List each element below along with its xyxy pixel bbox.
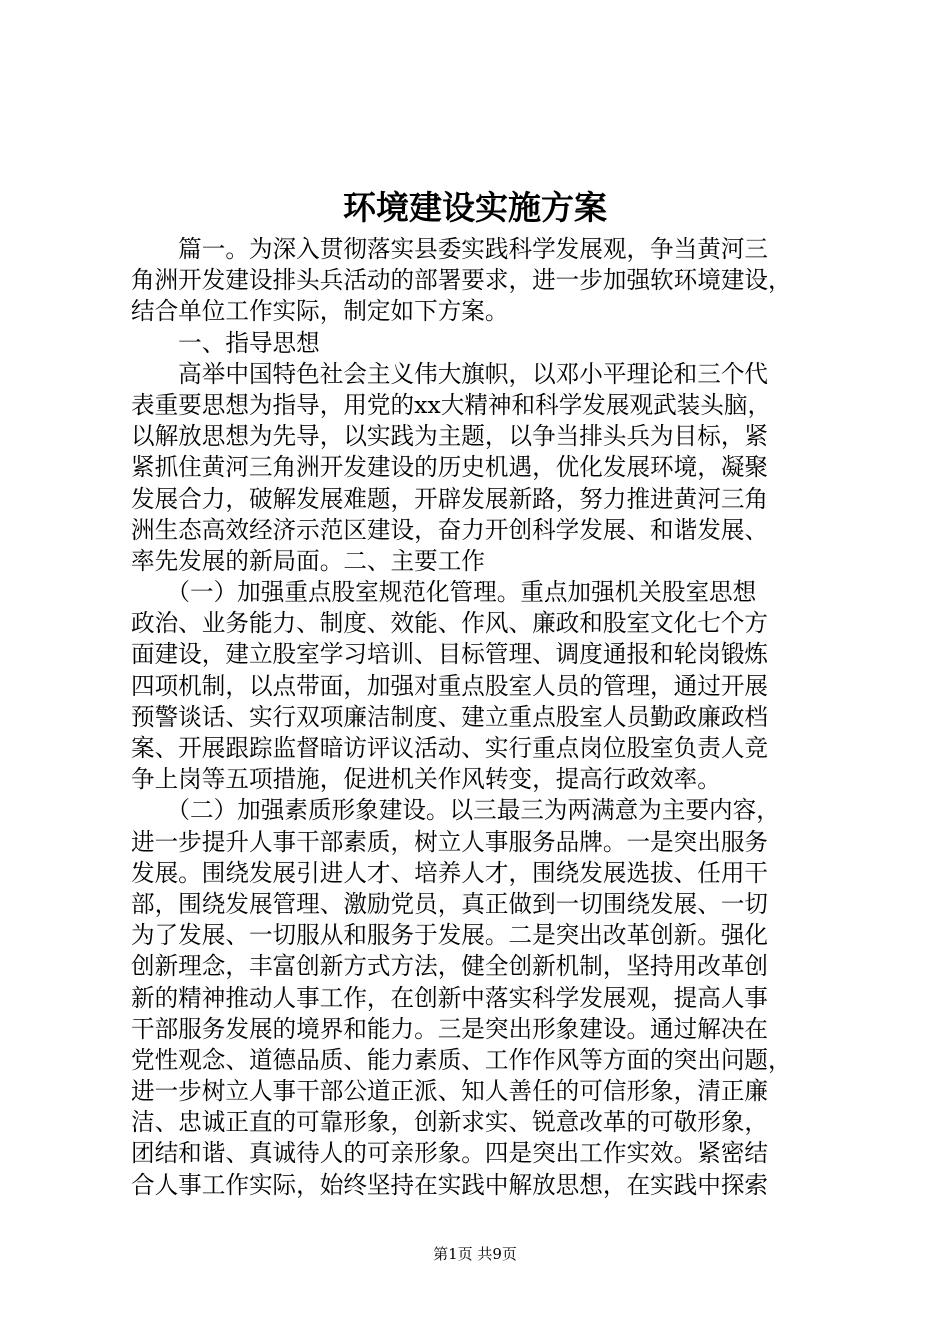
body-line: 高举中国特色社会主义伟大旗帜，以邓小平理论和三个代 bbox=[131, 359, 769, 388]
body-line: 紧抓住黄河三角洲开发建设的历史机遇，优化发展环境，凝聚 bbox=[131, 453, 769, 482]
body-line: 一、指导思想 bbox=[131, 328, 320, 357]
body-line: 党性观念、道德品质、能力素质、工作作风等方面的突出问题， bbox=[131, 1045, 792, 1074]
body-line: 四项机制，以点带面，加强对重点股室人员的管理，通过开展 bbox=[131, 671, 769, 700]
body-line: 合人事工作实际，始终坚持在实践中解放思想，在实践中探索 bbox=[131, 1170, 769, 1199]
body-line: 面建设，建立股室学习培训、目标管理、调度通报和轮岗锻炼 bbox=[131, 640, 769, 669]
body-line: 发展合力，破解发展难题，开辟发展新路，努力推进黄河三角 bbox=[131, 484, 769, 513]
body-line: 发展。围绕发展引进人才、培养人才，围绕发展选拔、任用干 bbox=[131, 858, 769, 887]
body-line: 新的精神推动人事工作，在创新中落实科学发展观，提高人事 bbox=[131, 983, 769, 1012]
body-line: 洁、忠诚正直的可靠形象，创新求实、锐意改革的可敬形象， bbox=[131, 1108, 769, 1137]
body-line: 为了发展、一切服从和服务于发展。二是突出改革创新。强化 bbox=[131, 921, 769, 950]
body-line: （二）加强素质形象建设。以三最三为两满意为主要内容， bbox=[131, 796, 780, 825]
body-line: 率先发展的新局面。二、主要工作 bbox=[131, 546, 485, 575]
body-line: 案、开展跟踪监督暗访评议活动、实行重点岗位股室负责人竞 bbox=[131, 734, 769, 762]
body-line: 团结和谐、真诚待人的可亲形象。四是突出工作实效。紧密结 bbox=[131, 1139, 769, 1168]
page-footer: 第1页 共9页 bbox=[433, 1245, 517, 1263]
body-line: 部，围绕发展管理、激励党员，真正做到一切围绕发展、一切 bbox=[131, 889, 769, 918]
body-line: 创新理念，丰富创新方式方法，健全创新机制，坚持用改革创 bbox=[131, 952, 769, 981]
body-line: （一）加强重点股室规范化管理。重点加强机关股室思想 bbox=[131, 578, 757, 607]
body-line: 洲生态高效经济示范区建设，奋力开创科学发展、和谐发展、 bbox=[131, 515, 769, 544]
body-line: 预警谈话、实行双项廉洁制度、建立重点股室人员勤政廉政档 bbox=[131, 702, 769, 731]
body-line: 角洲开发建设排头兵活动的部署要求，进一步加强软环境建设， bbox=[131, 266, 792, 295]
body-line: 进一步树立人事干部公道正派、知人善任的可信形象，清正廉 bbox=[131, 1077, 769, 1106]
document-title: 环境建设实施方案 bbox=[343, 188, 607, 227]
body-line: 干部服务发展的境界和能力。三是突出形象建设。通过解决在 bbox=[131, 1014, 769, 1043]
body-line: 政治、业务能力、制度、效能、作风、廉政和股室文化七个方 bbox=[131, 609, 769, 638]
body-line: 表重要思想为指导，用党的xx大精神和科学发展观武装头脑， bbox=[131, 390, 772, 419]
document-body bbox=[131, 234, 831, 1201]
body-line: 进一步提升人事干部素质，树立人事服务品牌。一是突出服务 bbox=[131, 827, 769, 856]
body-line: 篇一。为深入贯彻落实县委实践科学发展观，争当黄河三 bbox=[131, 235, 769, 263]
body-line: 以解放思想为先导，以实践为主题，以争当排头兵为目标，紧 bbox=[131, 422, 769, 451]
body-line: 争上岗等五项措施，促进机关作风转变，提高行政效率。 bbox=[131, 765, 721, 794]
body-line: 结合单位工作实际，制定如下方案。 bbox=[131, 297, 509, 326]
